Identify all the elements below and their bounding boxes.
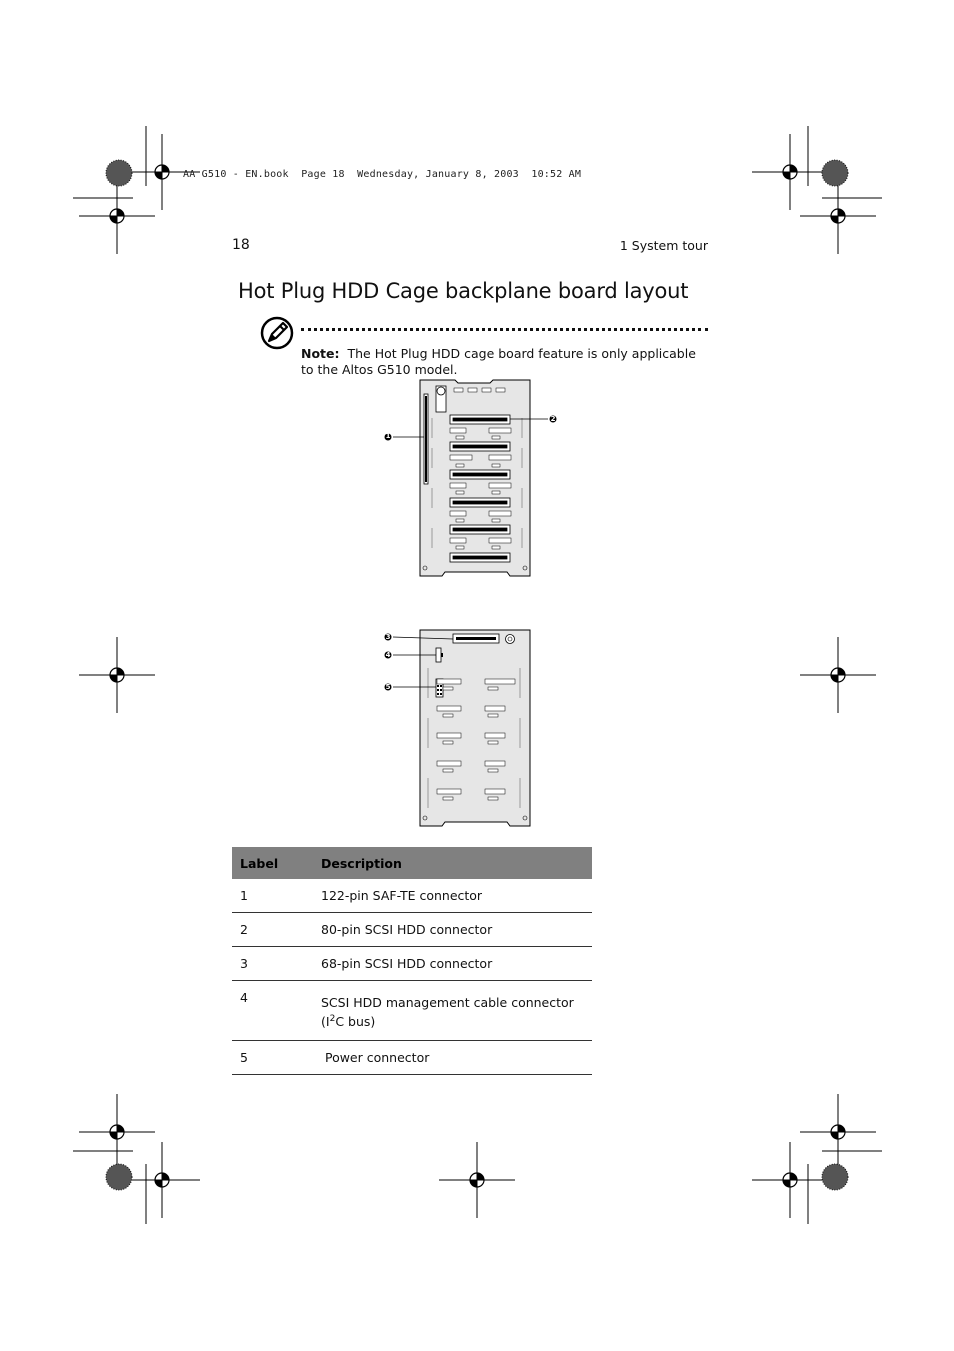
table-row: [232, 981, 592, 1041]
row-description-text: SCSI HDD management cable connector (I: [321, 995, 574, 1030]
row-description: Power connector: [313, 1041, 592, 1075]
note-pencil-icon: [260, 316, 294, 350]
row-label: 4: [232, 981, 313, 1041]
section-title: Hot Plug HDD Cage backplane board layout: [238, 279, 689, 303]
table-row: [232, 879, 592, 913]
backplane-rear-diagram: [380, 628, 580, 830]
connector-table: [232, 847, 592, 1075]
note-text: [301, 346, 711, 378]
row-label: 3: [232, 947, 313, 981]
row-description: [313, 981, 592, 1041]
callout-2-label: 2: [550, 415, 556, 423]
table-row: [232, 1041, 592, 1075]
table-row: [232, 913, 592, 947]
print-slug: AA G510 - EN.book Page 18 Wednesday, January 8, 2003 10:52 AM: [183, 169, 582, 180]
note-body: The Hot Plug HDD cage board feature is only applicable to the Altos G510 model.: [301, 346, 696, 377]
note-divider: [301, 328, 708, 331]
row-description-text: C bus): [335, 1014, 376, 1030]
superscript: 2: [329, 1014, 336, 1024]
header-label: Label: [232, 847, 313, 879]
callout-5-label: 5: [385, 683, 391, 691]
table-row: [232, 947, 592, 981]
row-label: 2: [232, 913, 313, 947]
header-description: Description: [313, 847, 592, 879]
page-number: 18: [232, 237, 250, 253]
note-label: Note:: [301, 346, 340, 361]
callout-4-label: 4: [385, 651, 391, 659]
backplane-front-diagram: [380, 378, 580, 578]
row-description: 122-pin SAF-TE connector: [313, 879, 592, 913]
row-label: 1: [232, 879, 313, 913]
table-header-row: [232, 847, 592, 879]
callout-3-label: 3: [385, 633, 391, 641]
row-label: 5: [232, 1041, 313, 1075]
row-description: 68-pin SCSI HDD connector: [313, 947, 592, 981]
callout-1-label: 1: [385, 432, 391, 440]
running-head: 1 System tour: [619, 238, 708, 253]
row-description: 80-pin SCSI HDD connector: [313, 913, 592, 947]
